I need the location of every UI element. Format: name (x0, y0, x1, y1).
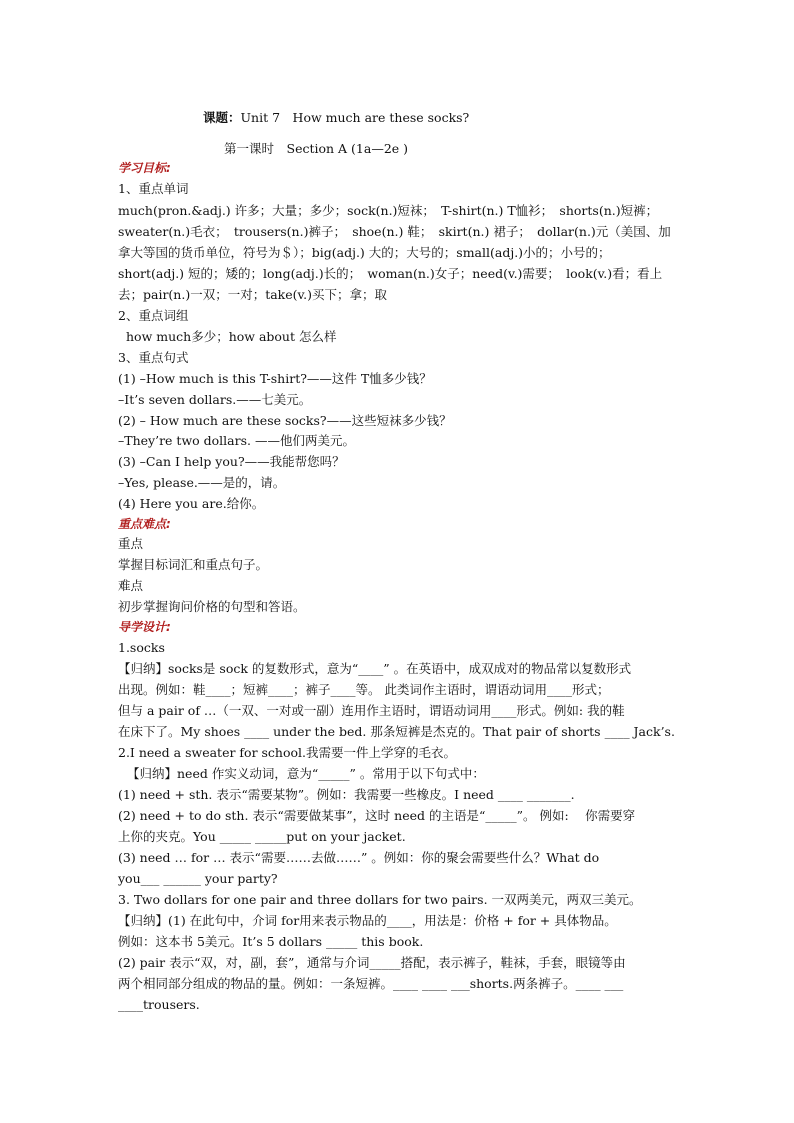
text-line: (1) need + sth. 表示“需要某物”。例如：我需要一些橡皮。I need ____ _______. (118, 787, 575, 802)
subheading-key-words: 1、重点单词 (118, 181, 189, 196)
page-subtitle: 第一课时 Section A (1a—2e ) (224, 141, 409, 156)
text-line: you___ ______ your party? (118, 871, 278, 886)
vocab-line: 去；pair(n.)一双；一对；take(v.)买下；拿；取 (118, 287, 387, 302)
text-line: 1.socks (118, 640, 165, 655)
sentence-line: (1) –How much is this T-shirt?——这件 T恤多少钱？ (118, 371, 432, 386)
section-heading-key-points: 重点难点: (118, 517, 171, 531)
title-label: 课题： (203, 110, 241, 125)
text-line: (3) need … for … 表示“需要……去做……” 。例如：你的聚会需要些什么？What do (118, 850, 600, 865)
text-line: 3. Two dollars for one pair and three dollars for two pairs. 一双两美元，两双三美元。 (118, 892, 642, 907)
subheading-key-sentences: 3、重点句式 (118, 350, 189, 365)
sentence-line: (3) –Can I help you?——我能帮您吗？ (118, 454, 345, 469)
vocab-line: 拿大等国的货币单位，符号为＄）；big(adj.) 大的；大号的；small(adj.)小的；小号的； (118, 245, 611, 260)
text-line: 掌握目标词汇和重点句子。 (118, 557, 269, 572)
text-line: ____trousers. (118, 997, 200, 1012)
text-line: 重点 (118, 536, 144, 551)
sentence-line: –Yes, please.——是的，请。 (118, 475, 286, 490)
text-line: 两个相同部分组成的物品的量。例如：一条短裤。____ ____ ___shorts.两条裤子。____ ___ (118, 976, 624, 991)
text-line: 难点 (118, 578, 144, 593)
section-heading-guided-study: 导学设计: (118, 620, 171, 634)
text-line: (2) need + to do sth. 表示“需要做某事”，这时 need 的主语是“_____”。 例如: 你需要穿 (118, 808, 636, 823)
text-line: 但与 a pair of …（一双、一对或一副）连用作主语时，谓语动词用____形式。例如: 我的鞋 (118, 703, 625, 718)
sentence-line: (4) Here you are.给你。 (118, 496, 265, 511)
title-text: Unit 7 How much are these socks? (240, 110, 470, 125)
phrase-line: how much多少；how about 怎么样 (126, 329, 337, 344)
text-line: (2) pair 表示“双，对，副，套”，通常与介词_____搭配，表示裤子，鞋袜，手套，眼镜等由 (118, 955, 626, 970)
text-line: 2.I need a sweater for school.我需要一件上学穿的毛衣。 (118, 745, 457, 760)
section-heading-objectives: 学习目标: (118, 161, 171, 175)
text-line: 出现。例如：鞋____；短裤____；裤子____等。 此类词作主语时，谓语动词用____形式； (118, 682, 610, 697)
vocab-line: sweater(n.)毛衣； trousers(n.)裤子； shoe(n.) 鞋； skirt(n.) 裙子； dollar(n.)元（美国、加 (118, 224, 671, 239)
sentence-line: –It’s seven dollars.——七美元。 (118, 392, 312, 407)
text-line: 例如：这本书 5美元。It’s 5 dollars _____ this book. (118, 934, 424, 949)
text-line: 【归纳】need 作实义动词，意为“_____” 。常用于以下句式中： (127, 766, 485, 781)
subheading-key-phrases: 2、重点词组 (118, 308, 189, 323)
text-line: 上你的夹克。You _____ _____put on your jacket. (118, 829, 406, 844)
sentence-line: (2) – How much are these socks?——这些短袜多少钱？ (118, 413, 452, 428)
text-line: 【归纳】socks是 sock 的复数形式，意为“____” 。在英语中，成双成对的物品常以复数形式 (118, 661, 632, 676)
text-line: 在床下了。My shoes ____ under the bed. 那条短裤是杰克的。That pair of shorts ____ Jack’s. (118, 724, 675, 739)
text-line: 初步掌握询问价格的句型和答语。 (118, 599, 306, 614)
text-line: 【归纳】(1) 在此句中，介词 for用来表示物品的____，用法是：价格 + for + 具体物品。 (118, 913, 617, 928)
vocab-line: much(pron.&adj.) 许多；大量；多少；sock(n.)短袜； T-shirt(n.) T恤衫； shorts(n.)短裤； (118, 203, 659, 218)
vocab-line: short(adj.) 短的；矮的；long(adj.)长的； woman(n.)女子；need(v.)需要； look(v.)看；看上 (118, 266, 663, 281)
sentence-line: –They’re two dollars. ——他们两美元。 (118, 433, 355, 448)
page-title (203, 108, 469, 128)
